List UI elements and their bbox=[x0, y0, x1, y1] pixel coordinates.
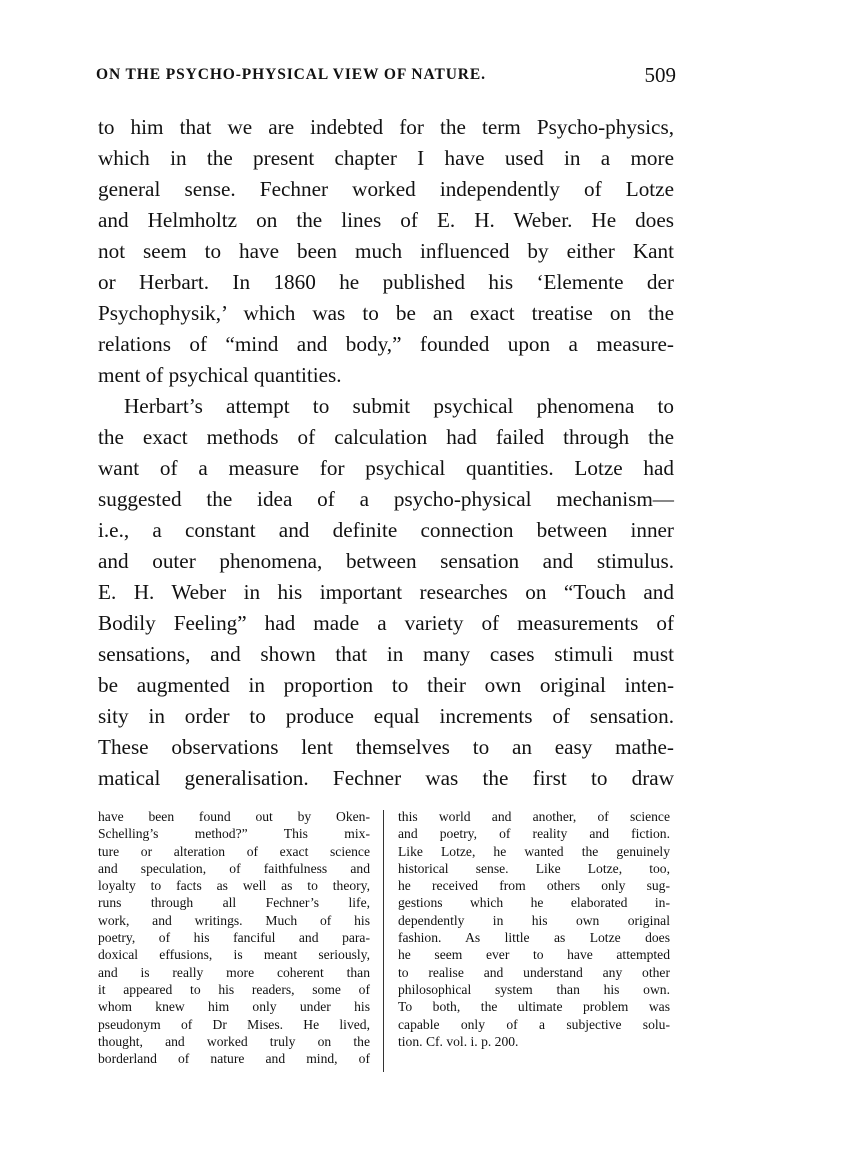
footnote-line: to realise and understand any other bbox=[398, 964, 670, 980]
footnote-line: Like Lotze, he wanted the genuinely bbox=[398, 843, 670, 859]
text-line: suggested the idea of a psycho-physical mechanism— bbox=[98, 487, 674, 511]
paragraph-2 bbox=[98, 391, 674, 794]
text-line: which in the present chapter I have used in a more bbox=[98, 146, 674, 170]
text-line: Herbart’s attempt to submit psychical phenomena to bbox=[124, 394, 674, 418]
footnote-line: work, and writings. Much of his bbox=[98, 912, 370, 928]
text-line: Bodily Feeling” had made a variety of measurements of bbox=[98, 611, 674, 635]
footnote-line: Schelling’s method?” This mix- bbox=[98, 826, 370, 842]
footnote-line: tion. Cf. vol. i. p. 200. bbox=[398, 1033, 519, 1049]
footnote-right-column bbox=[398, 808, 670, 1050]
footnote-left-column bbox=[98, 808, 370, 1067]
text-line: ment of psychical quantities. bbox=[98, 363, 342, 387]
column-divider bbox=[383, 810, 384, 1072]
footnote-line: runs through all Fechner’s life, bbox=[98, 895, 370, 911]
footnote-line: it appeared to his readers, some of bbox=[98, 981, 370, 997]
text-line: relations of “mind and body,” founded upon a measure- bbox=[98, 332, 674, 356]
footnote-line: have been found out by Oken- bbox=[98, 809, 370, 824]
footnote-line: borderland of nature and mind, of bbox=[98, 1051, 370, 1067]
footnote-line: whom knew him only under his bbox=[98, 999, 370, 1015]
footnote-line: and speculation, of faithfulness and bbox=[98, 860, 370, 876]
footnote-line: thought, and worked truly on the bbox=[98, 1033, 370, 1049]
text-line: matical generalisation. Fechner was the first to draw bbox=[98, 766, 674, 790]
footnote-line: doxical effusions, is meant seriously, bbox=[98, 947, 370, 963]
paragraph-1 bbox=[98, 112, 674, 391]
footnote-line: this world and another, of science bbox=[398, 809, 670, 824]
footnote-line: loyalty to facts as well as to theory, bbox=[98, 878, 370, 894]
text-line: i.e., a constant and definite connection between inner bbox=[98, 518, 674, 542]
footnote-line: and poetry, of reality and fiction. bbox=[398, 826, 670, 842]
footnote-line: fashion. As little as Lotze does bbox=[398, 930, 670, 946]
footnote-line: gestions which he elaborated in- bbox=[398, 895, 670, 911]
running-header bbox=[96, 63, 676, 92]
main-text bbox=[98, 112, 674, 794]
footnote-line: and is really more coherent than bbox=[98, 964, 370, 980]
page-number: 509 bbox=[644, 63, 676, 87]
footnote-line: To both, the ultimate problem was bbox=[398, 999, 670, 1015]
footnote-line: dependently in his own original bbox=[398, 912, 670, 928]
footnote-line: capable only of a subjective solu- bbox=[398, 1016, 670, 1032]
footnote-line: pseudonym of Dr Mises. He lived, bbox=[98, 1016, 370, 1032]
text-line: These observations lent themselves to an easy mathe- bbox=[98, 735, 674, 759]
footnotes bbox=[98, 808, 674, 1078]
footnote-line: he seem ever to have attempted bbox=[398, 947, 670, 963]
text-line: E. H. Weber in his important researches on “Touch and bbox=[98, 580, 674, 604]
footnote-line: historical sense. Like Lotze, too, bbox=[398, 860, 670, 876]
text-line: the exact methods of calculation had failed through the bbox=[98, 425, 674, 449]
text-line: and outer phenomena, between sensation and stimulus. bbox=[98, 549, 674, 573]
text-line: sity in order to produce equal increments of sensation. bbox=[98, 704, 674, 728]
footnote-line: poetry, of his fanciful and para- bbox=[98, 930, 370, 946]
text-line: sensations, and shown that in many cases stimuli must bbox=[98, 642, 674, 666]
text-line: general sense. Fechner worked independently of Lotze bbox=[98, 177, 674, 201]
footnote-line: philosophical system than his own. bbox=[398, 981, 670, 997]
text-line: to him that we are indebted for the term Psycho-physics, bbox=[98, 115, 674, 139]
footnote-line: he received from others only sug- bbox=[398, 878, 670, 894]
running-title: ON THE PSYCHO-PHYSICAL VIEW OF NATURE. bbox=[96, 66, 486, 83]
text-line: want of a measure for psychical quantities. Lotze had bbox=[98, 456, 674, 480]
footnote-line: ture or alteration of exact science bbox=[98, 843, 370, 859]
text-line: or Herbart. In 1860 he published his ‘Elemente der bbox=[98, 270, 674, 294]
text-line: and Helmholtz on the lines of E. H. Weber. He does bbox=[98, 208, 674, 232]
text-line: be augmented in proportion to their own original inten- bbox=[98, 673, 674, 697]
text-line: Psychophysik,’ which was to be an exact treatise on the bbox=[98, 301, 674, 325]
text-line: not seem to have been much influenced by either Kant bbox=[98, 239, 674, 263]
